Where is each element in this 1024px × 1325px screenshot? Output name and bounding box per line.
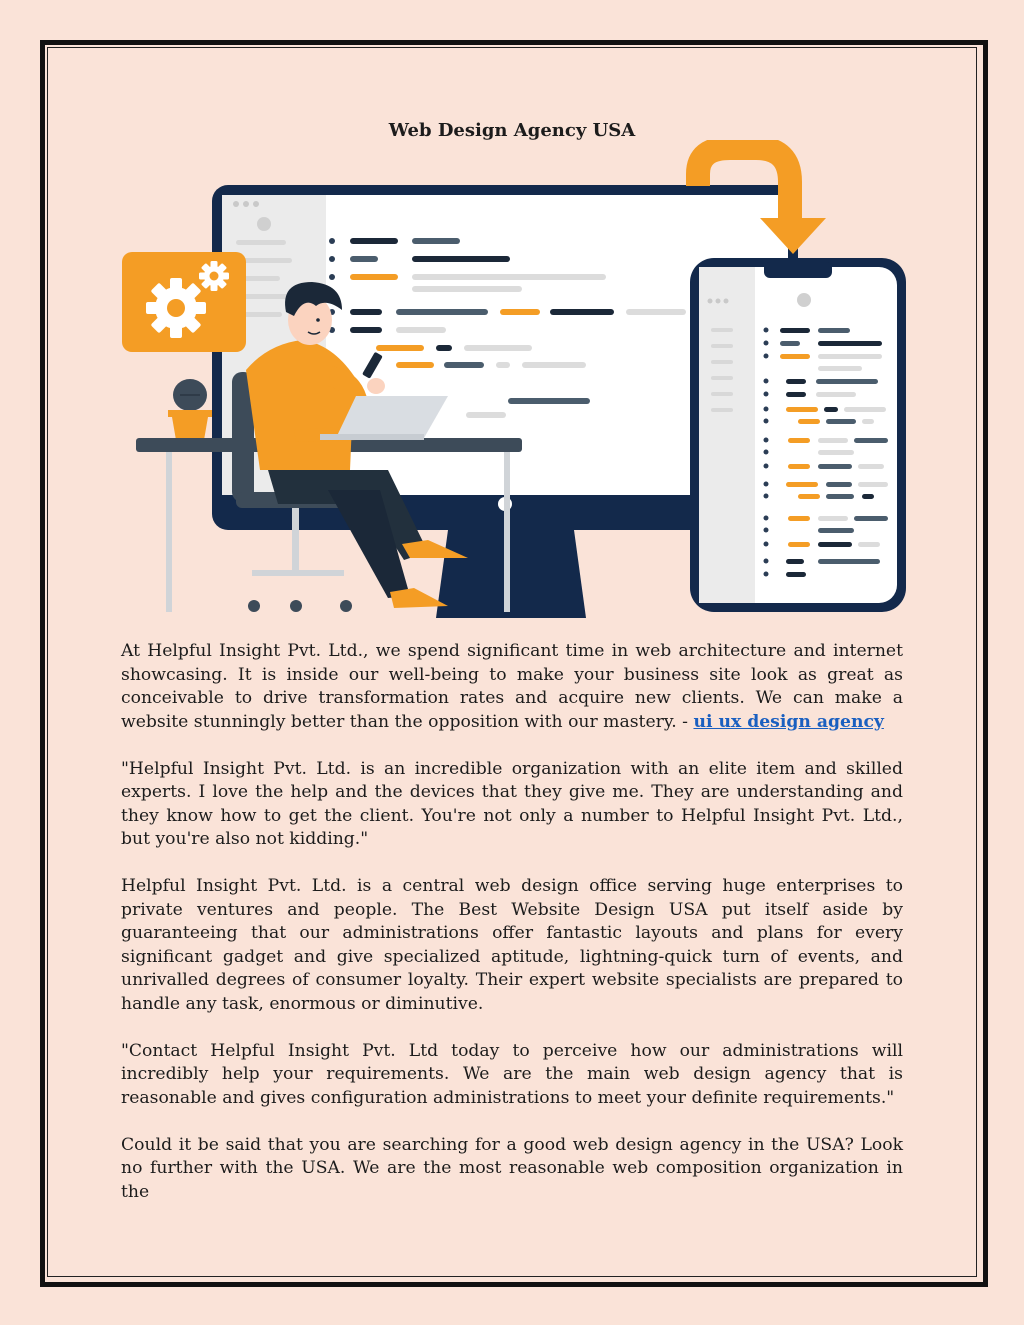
paragraph-5: Could it be said that you are searching for a good web design agency in the USA? Look no further with the USA. We are the most reasonable web composition organization in the — [121, 1134, 903, 1202]
paragraph-1 — [121, 640, 903, 734]
paragraph-2: "Helpful Insight Pvt. Ltd. is an incredible organization with an elite item and skilled experts. I love the help and the devices that they give me. They are understanding and they know how to get the client. You're not only a number to Helpful Insight Pvt. Ltd., but you're also not kidding." — [121, 758, 903, 849]
document-title: Web Design Agency USA — [388, 120, 636, 141]
gear-icon — [122, 252, 246, 352]
web-design-illustration — [118, 140, 910, 618]
phone-illustration — [690, 258, 906, 612]
ui-ux-design-agency-link[interactable]: ui ux design agency — [693, 711, 884, 732]
paragraph-1-text: At Helpful Insight Pvt. Ltd., we spend significant time in web architecture and internet showcasing. It is inside our well-being to make your business site look as great as conceivable to drive transformation rates and acquire new clients. We can make a website stunningly better than the opposition with our mastery. - — [121, 641, 903, 732]
paragraph-3: Helpful Insight Pvt. Ltd. is a central web design office serving huge enterprises to private ventures and people. The Best Website Design USA put itself aside by guaranteeing that our administrations offer fantastic layouts and plans for every significant gadget and give specialized aptitude, lightning-quick turn of events, and unrivalled degrees of consumer loyalty. Their expert website specialists are prepared to handle any task, enormous or diminutive. — [121, 876, 903, 1014]
document-body — [121, 640, 903, 1228]
paragraph-4: "Contact Helpful Insight Pvt. Ltd today to perceive how our administrations will incredibly help your requirements. We are the main web design agency that is reasonable and gives configuration administrations to meet your definite requirements." — [121, 1040, 903, 1108]
cactus-plant-icon — [168, 379, 212, 440]
